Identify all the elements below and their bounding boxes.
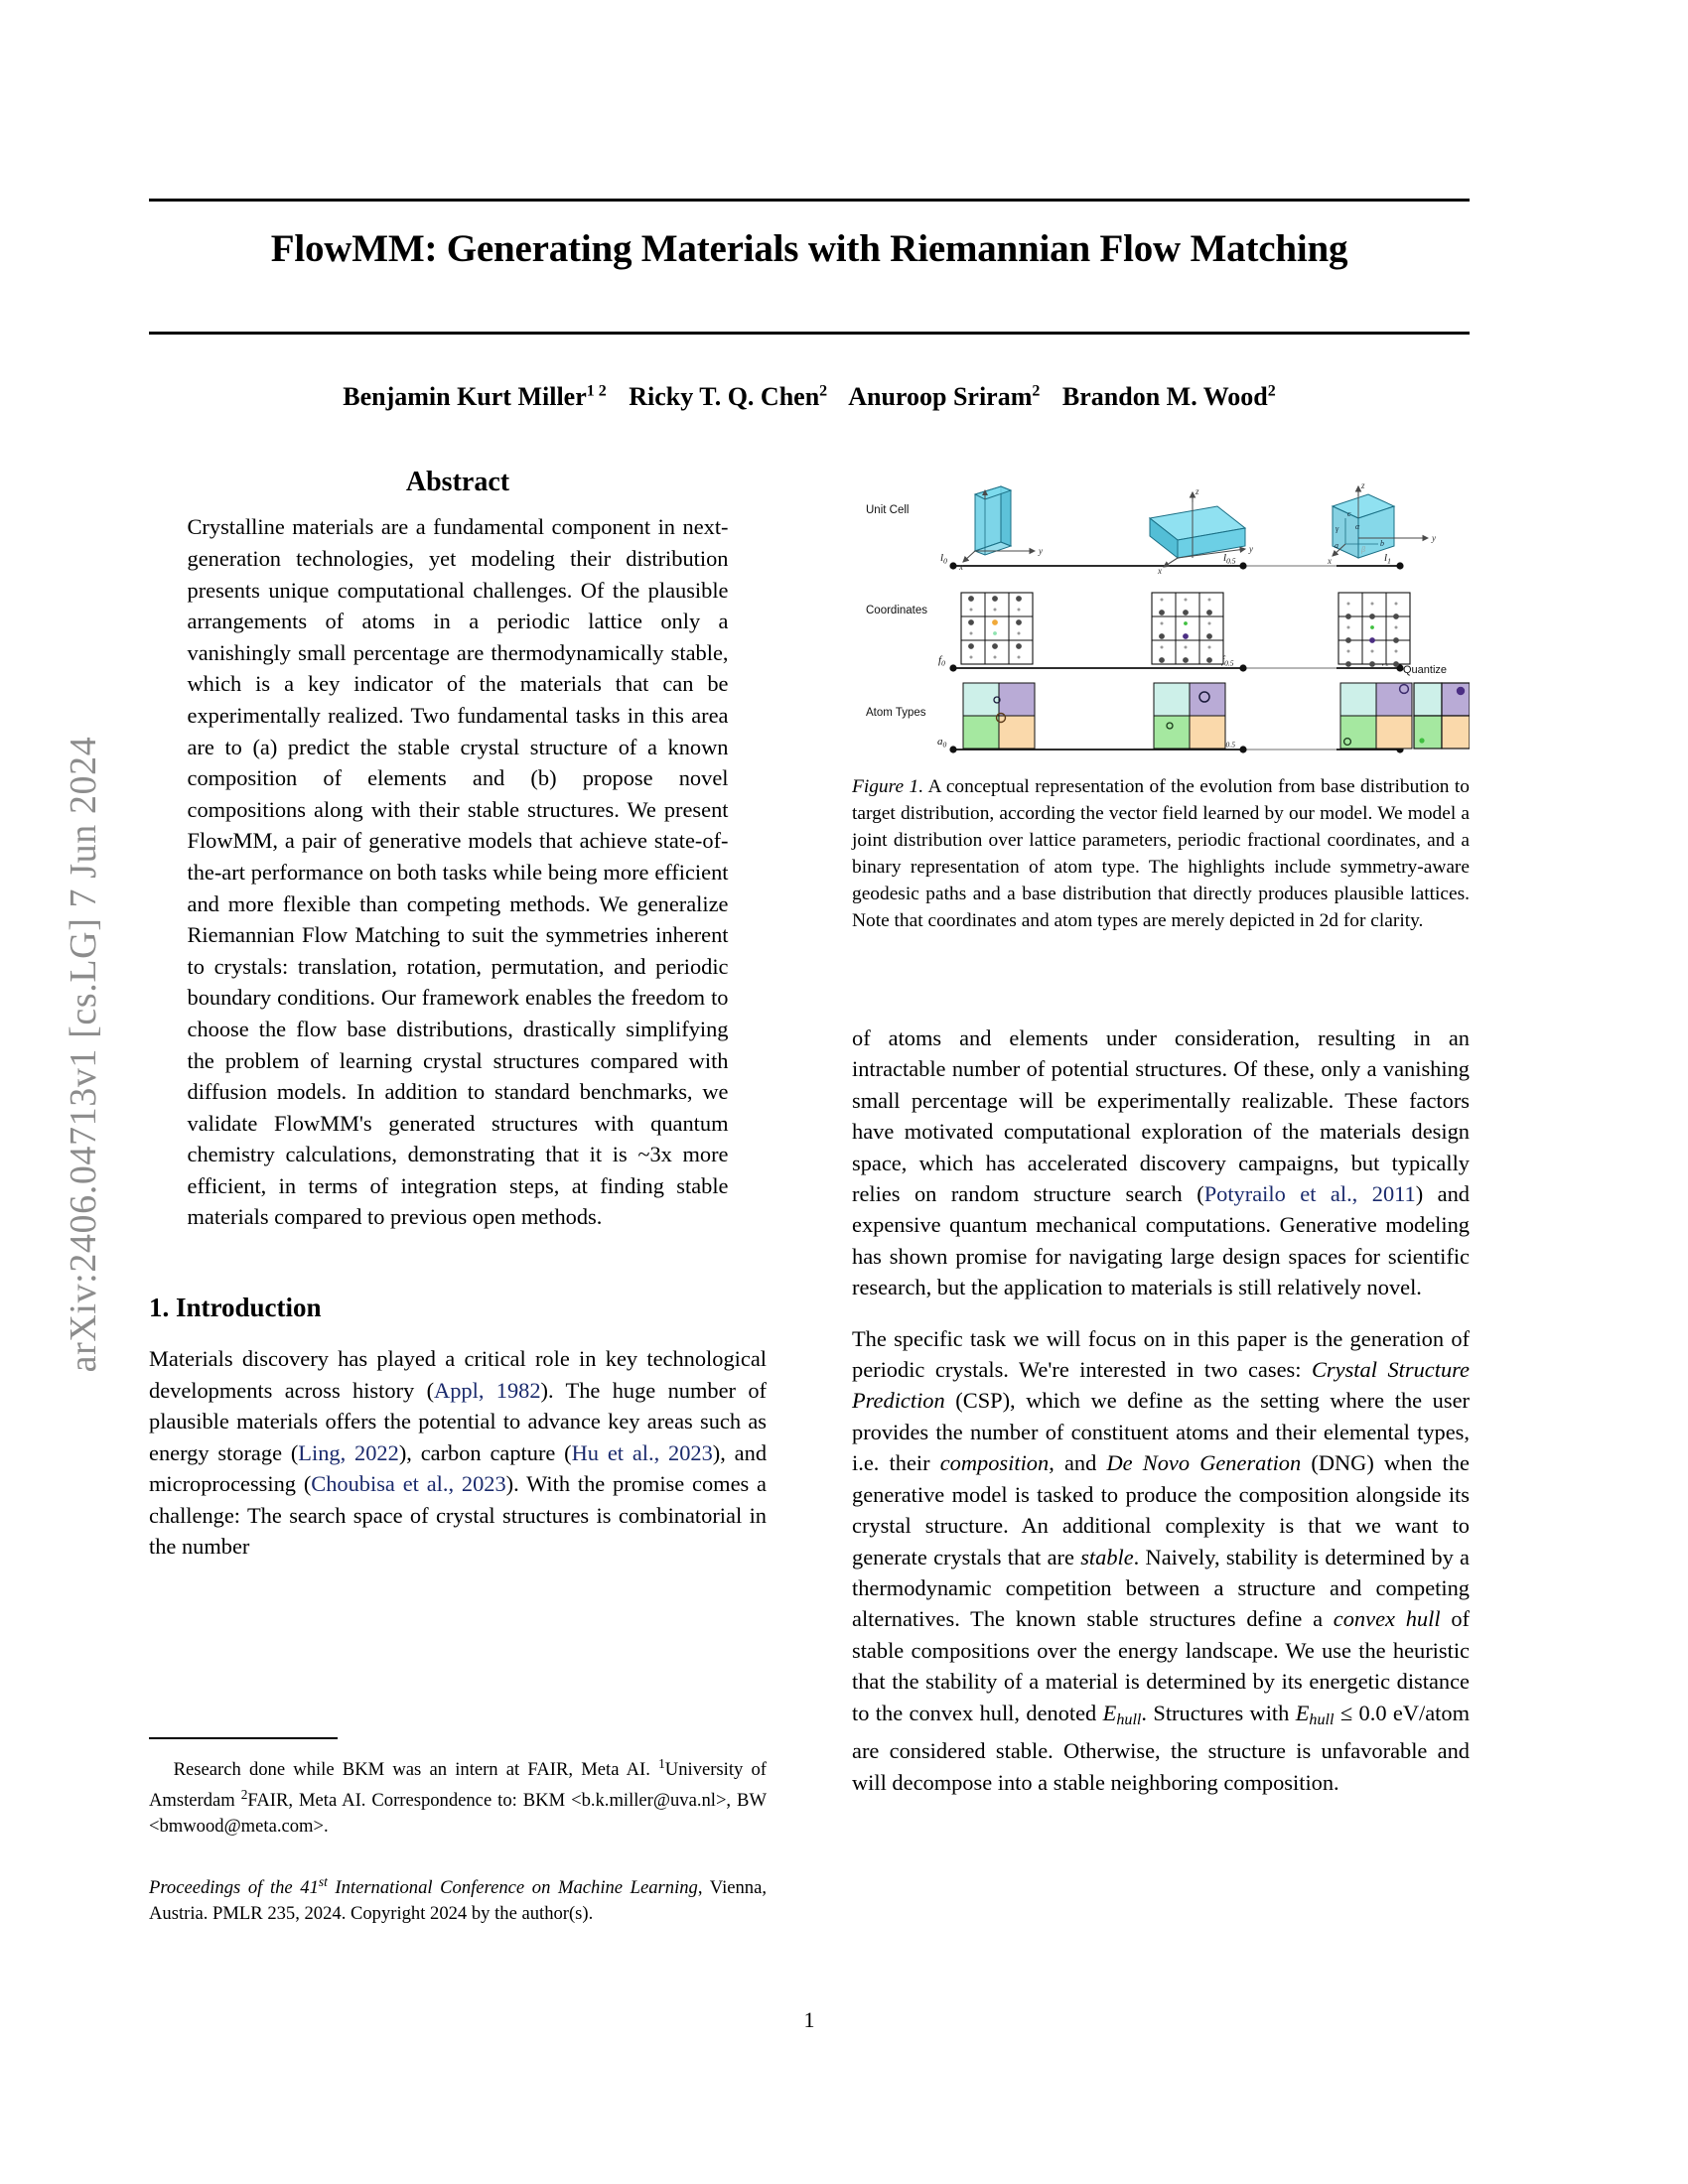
right-column [852,1023,1470,1798]
footnote-affil-1: University of Amsterdam [149,1758,767,1812]
svg-text:γ: γ [1336,524,1339,533]
unit-cell-t0 [958,486,1043,572]
footnote-line-1: Research done while BKM was an intern at FAIR, Meta AI. [173,1758,650,1780]
unit-cell-t1 [1327,480,1436,566]
arxiv-stamp: arXiv:2406.04713v1 [cs.LG] 7 Jun 2024 [63,736,104,1373]
svg-text:b: b [1380,539,1384,548]
term-composition: composition [939,1450,1050,1476]
svg-text:l0: $l_0$ [940,552,947,566]
text-run: , and [1049,1450,1107,1476]
math-e-hull-1: E [1102,1700,1117,1725]
author-affiliation-marker: 2 [1032,382,1041,400]
svg-text:l0.5: $l_{0.5}$ [1223,552,1236,566]
section-heading-introduction: 1. Introduction [149,1293,322,1323]
text-run: Materials discovery has played a critical role in key technological developments across history ( [149,1346,767,1403]
text-run: . Structures with [1141,1700,1296,1725]
quantize-label: Quantize [1403,664,1448,676]
abstract-body: Crystalline materials are a fundamental component in next-generation technologies, yet modeling their distribution presents unique computational challenges. Of the plausible arrangements of atoms in a periodic lattice only a vanishingly small percentage are thermodynamically stable, which is a key indicator of the materials that can be experimentally realized. Two fundamental tasks in this area are to (a) predict the stable crystal structure of a known composition of elements and (b) propose novel compositions along with their stable structures. We present FlowMM, a pair of generative models that achieve state-of-the-art performance on both tasks while being more efficient and more flexible than competing methods. We generalize Riemannian Flow Matching to suit the symmetries inherent to crystals: translation, rotation, permutation, and periodic boundary conditions. Our framework enables the freedom to choose the flow base distributions, drastically simplifying the problem of learning crystal structures compared with diffusion models. In addition to standard benchmarks, we validate FlowMM's generated structures with quantum chemistry calculations, demonstrating that it is ~3x more efficient, in terms of integration steps, at finding stable materials compared to previous open methods. [187,514,729,1230]
text-run: The specific task we will focus on in this paper is the generation of periodic crystals. We're interested in two cases: [852,1325,1470,1383]
citation-potyrailo-2011[interactable]: Potyrailo et al., 2011 [1203,1181,1416,1207]
author-1 [629,382,827,411]
text-run: (DNG) when the generative model is tasked to produce the composition alongside its crystal structure. An additional complexity is that we want to generate crystals that are [852,1450,1470,1570]
footnote-text [149,1751,767,1840]
text-run: ), and microprocessing ( [149,1439,768,1497]
atom-types-t0 [963,683,1035,749]
term-dng: De Novo Generation [1106,1450,1302,1476]
svg-text:y: y [1039,546,1043,556]
svg-text:y: y [1249,544,1253,554]
figure-1-graphic [852,467,1470,759]
footnote-block [149,1737,767,1926]
coordinates-grid-t05 [1152,593,1223,664]
citation-appl-1982[interactable]: Appl, 1982 [434,1377,541,1403]
atom-types-t1 [1340,683,1412,749]
svg-text:z: z [1361,480,1365,490]
abstract-heading: Abstract [405,467,510,497]
right-paragraph-1 [852,1023,1470,1303]
author-affiliation-marker: 1 2 [586,382,607,400]
proceedings-text-2: International Conference on Machine Learning [327,1876,698,1898]
svg-text:x: x [1328,556,1332,566]
math-e-hull-1-sub: hull [1116,1710,1142,1728]
page-title: FlowMM: Generating Materials with Riemannian Flow Matching [270,227,1348,270]
figure-label: Figure 1. [852,776,924,797]
proceedings-text-1: Proceedings of the 41 [149,1876,319,1898]
text-run: . Naively, stability is determined by a thermodynamic competition between a structure and competing alternatives. The known stable structures define a [852,1544,1470,1632]
figure-row-label-coordinates: Coordinates [866,605,928,616]
intro-paragraph-1 [149,1343,767,1562]
math-e-hull-2: E [1295,1700,1310,1725]
footnote-sup-1: 1 [658,1755,665,1771]
author-name: Brandon M. Wood [1061,382,1268,411]
author-affiliation-marker: 2 [1267,382,1276,400]
term-convex-hull: convex hull [1333,1606,1441,1632]
text-run: of atoms and elements under consideration, resulting in an intractable number of potential structures. Of these, only a vanishing small percentage will be experimentally realizable. These factors have motivated computational exploration of the materials design space, which has accelerated discovery campaigns, but typically relies on random structure search ( [852,1025,1470,1207]
quantize-panel [1414,683,1470,749]
title-rule-bottom [149,332,1470,335]
author-0 [343,382,607,411]
citation-hu-2023[interactable]: Hu et al., 2023 [571,1439,713,1465]
svg-text:x: x [959,562,963,572]
coordinates-grid-t0 [961,593,1033,664]
term-stable: stable [1080,1544,1134,1570]
figure-caption-text: A conceptual representation of the evolution from base distribution to target distribution, according the vector field learned by our model. We model a joint distribution over lattice parameters, periodic fractional coordinates, and a binary representation of atom type. The highlights include symmetry-aware geodesic paths and a base distribution that directly produces plausible lattices. Note that coordinates and atom types are merely depicted in 2d for clarity. [852,776,1470,931]
author-list [149,382,1470,412]
right-paragraph-2 [852,1323,1470,1798]
svg-text:a0.5: 0.5 [1225,740,1235,750]
text-run: (CSP), which we define as the setting where the user provides the number of constituent atoms and their elemental types, i.e. their [852,1388,1470,1476]
author-affiliation-marker: 2 [819,382,828,400]
proceedings-ordinal: st [318,1873,328,1889]
svg-text:x: x [1158,566,1162,576]
author-name: Anuroop Sriram [848,382,1033,411]
figure-row-label-atom-types: Atom Types [866,707,926,719]
citation-choubisa-2023[interactable]: Choubisa et al., 2023 [311,1471,506,1497]
text-run: ). With the promise comes a challenge: The search space of crystal structures is combinatorial in the number [149,1471,767,1559]
svg-text:a0: $a_0$ [937,736,947,750]
footnote-affil-2: FAIR, Meta AI. Correspondence to: BKM <b.k.miller@uva.nl>, BW <bmwood@meta.com>. [149,1790,767,1838]
text-run: of stable compositions over the energy landscape. We use the heuristic that the stability of a material is determined by its energetic distance to the convex hull, denoted [852,1606,1470,1725]
coordinates-grid-t1 [1338,593,1410,667]
left-column [149,467,768,1924]
author-name: Ricky T. Q. Chen [629,382,820,411]
svg-text:β: β [1361,545,1365,554]
paper-page [149,0,1470,2184]
text-run: ≤ 0.0 eV/atom are considered stable. Otherwise, the structure is unfavorable and will decompose into a stable neighboring composition. [852,1700,1470,1795]
figure-1-caption [852,773,1470,934]
math-e-hull-2-sub: hull [1309,1710,1335,1728]
figure-1 [852,467,1470,934]
text-run: ), carbon capture ( [398,1439,572,1465]
svg-text:z: z [1196,486,1199,496]
text-run: ). The huge number of plausible materials offers the potential to advance key areas such as energy storage ( [149,1377,767,1465]
citation-ling-2022[interactable]: Ling, 2022 [298,1439,399,1465]
proceedings-note [149,1869,767,1926]
author-2 [848,382,1040,411]
footnote-rule [149,1737,338,1739]
svg-text:f0: $f_0$ [938,654,945,668]
term-csp: Crystal Structure Prediction [852,1357,1470,1414]
svg-text:a: a [1335,541,1338,550]
proceedings-text-3: , Vienna, Austria. PMLR 235, 2024. Copyright 2024 by the author(s). [149,1876,767,1924]
footnote-sup-2: 2 [240,1787,248,1803]
author-name: Benjamin Kurt Miller [343,382,587,411]
svg-text:c: c [1347,509,1351,518]
atom-types-t05 [1154,683,1225,749]
figure-row-label-unit-cell: Unit Cell [866,504,910,516]
svg-text:f0.5: 0.5 [1224,658,1234,668]
svg-text:α: α [1355,522,1360,531]
unit-cell-t05 [1150,486,1253,576]
svg-text:l1: $l_1$ [1384,552,1391,566]
svg-text:y: y [1432,533,1436,543]
text-run: ) and expensive quantum mechanical computations. Generative modeling has shown promise for navigating large design spaces for scientific research, but the application to materials is still relatively novel. [852,1181,1470,1300]
author-3 [1062,382,1276,411]
title-rule-top [149,199,1470,202]
page-number: 1 [803,2007,815,2032]
